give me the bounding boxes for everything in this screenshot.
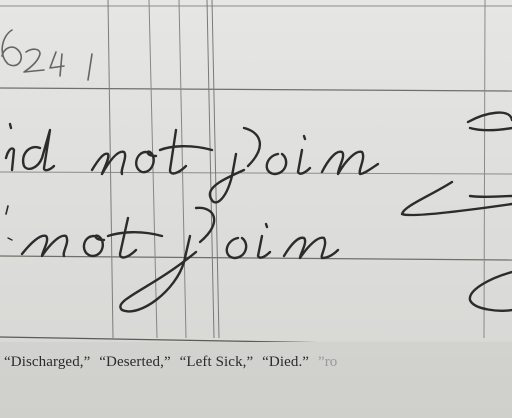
page-number-handwriting: [2, 30, 92, 80]
handwritten-entry-2: [6, 206, 512, 311]
legend-discharged: “Discharged,”: [4, 354, 91, 370]
footer-legend: [4, 354, 342, 371]
legend-deserted: “Deserted,”: [99, 354, 171, 370]
legend-faded-fragment: ”ro: [317, 354, 338, 370]
handwritten-entry-1: [6, 113, 512, 215]
legend-left-sick: “Left Sick,”: [179, 354, 254, 370]
legend-died: “Died.”: [262, 354, 310, 370]
